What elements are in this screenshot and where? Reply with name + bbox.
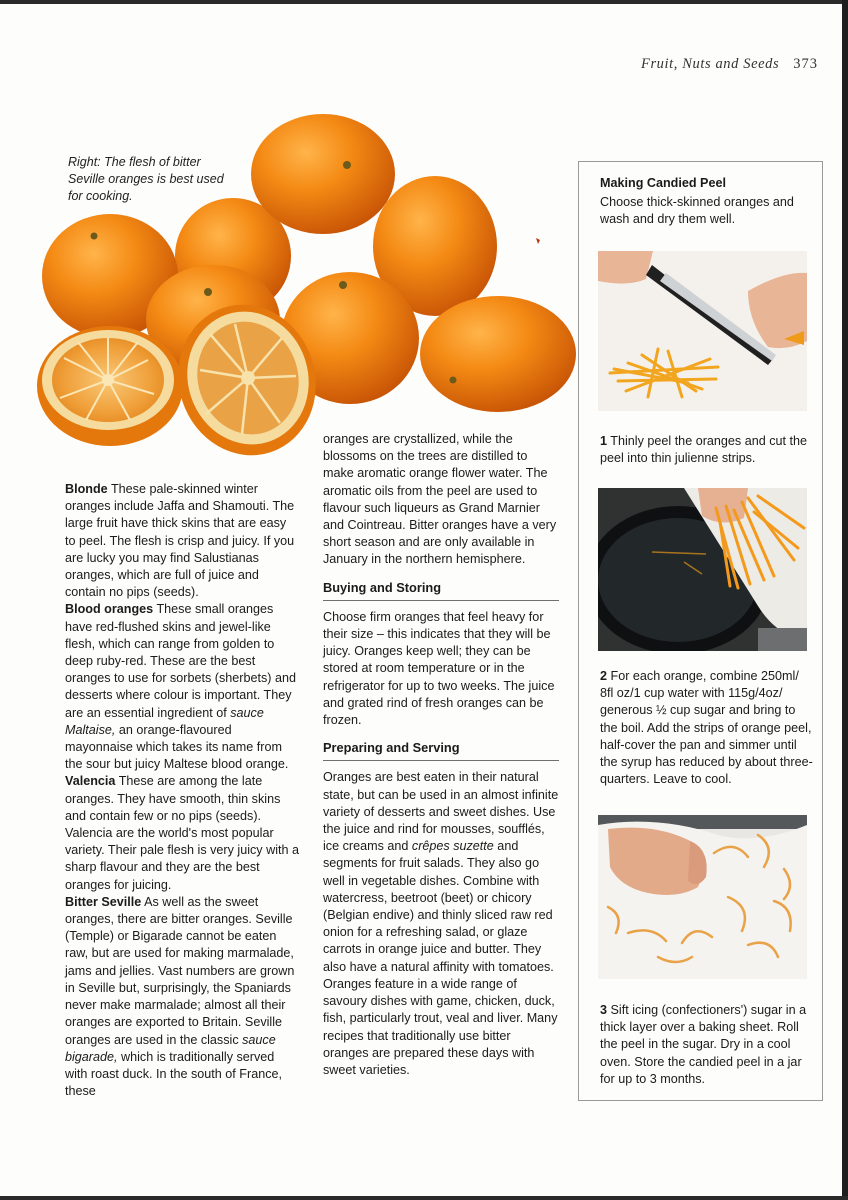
italic-sauce-maltaise: sauce Maltaise, — [65, 705, 264, 737]
text-blood-2: an orange-flavoured mayonnaise which takes its name from the sour but juicy Maltese blood orange. — [65, 722, 289, 772]
text-seville-1: As well as the sweet oranges, there are bitter oranges. Seville (Temple) or Bigarade cannot be eaten raw, but are used for making marmalade, jams and jellies. Vast numbers are grown in Seville but, surprisingly, the Spaniards never make marmalade; almost all their oranges are exported to Britain. Seville oranges are used in the classic — [65, 894, 295, 1047]
candied-peel-box — [578, 161, 823, 1101]
text-preparing-1: Oranges are best eaten in their natural state, but can be used in an almost infinite variety of desserts and sweet dishes. Use the juice and rind for mousses, soufflés, ice creams and — [323, 770, 559, 854]
small-stem-fleck — [536, 238, 540, 244]
photo-rolling-in-sugar — [598, 815, 807, 979]
paragraph-continuation: oranges are crystallized, while the blossoms on the trees are distilled to make aromatic orange flower water. The aromatic oils from the peel are used to flavour such liqueurs as Grand Marnier and Cointreau. Bitter oranges have a very short season and are only available in January in the northern hemisphere. — [323, 432, 557, 567]
step-1 — [600, 433, 814, 467]
text-blonde: These pale-skinned winter oranges include Jaffa and Shamouti. The large fruit have thick skins that are easy to peel. The flesh is crisp and juicy. If you are lucky you may find Salustianas oranges, which are full of juice and contain no pips (seeds). — [65, 482, 295, 600]
paragraph-blonde — [65, 481, 299, 601]
step-1-number: 1 — [600, 434, 608, 448]
italic-sauce-bigarade: sauce bigarade, — [65, 1032, 276, 1064]
orange-stem — [91, 233, 98, 240]
scan-edge-right — [842, 0, 848, 1200]
running-head — [641, 56, 818, 73]
step-3-number: 3 — [600, 1003, 608, 1017]
orange-stem — [450, 377, 457, 384]
step-2-number: 2 — [600, 669, 608, 683]
term-blonde: Blonde — [65, 482, 108, 496]
heading-buying-and-storing: Buying and Storing — [323, 579, 559, 601]
candied-peel-intro: Choose thick-skinned oranges and wash and dry them well. — [600, 195, 794, 227]
candied-peel-title: Making Candied Peel — [600, 176, 726, 190]
orange-half-left — [37, 326, 183, 446]
column-middle — [323, 431, 559, 1079]
italic-crepes-suzette: crêpes suzette — [411, 839, 494, 854]
paragraph-buying: Choose firm oranges that feel heavy for their size – this indicates that they will be juicy. Oranges keep well; they can be stored at room temperature or in the refrigerator for up to two weeks. The juice and grated rind of fresh oranges can be frozen. — [323, 609, 555, 728]
orange-stem — [339, 281, 347, 289]
orange-stem — [343, 161, 351, 169]
step-3 — [600, 1002, 814, 1088]
orange-fruit — [420, 296, 576, 412]
term-valencia: Valencia — [65, 774, 116, 789]
page-number: 373 — [793, 56, 818, 72]
term-blood-oranges: Blood oranges — [65, 602, 154, 617]
text-valencia: These are among the late oranges. They have smooth, thin skins and contain few or no pips (seeds). Valencia are the world's most popular variety. Their pale flesh is very juicy with a sharp flavour and they are the best oranges for juicing. — [65, 774, 300, 892]
step-2 — [600, 668, 814, 788]
paragraph-blood-oranges — [65, 601, 299, 773]
photo-cutting-peel — [598, 251, 807, 411]
photo-caption: Right: The flesh of bitter Seville oranges is best used for cooking. — [68, 155, 224, 203]
orange-stem — [204, 288, 212, 296]
orange-fruit — [251, 114, 395, 234]
text-seville-2: which is traditionally served with roast duck. In the south of France, these — [65, 1049, 283, 1099]
paragraph-valencia — [65, 773, 299, 893]
scan-edge-bottom — [0, 1196, 848, 1200]
heading-preparing-and-serving: Preparing and Serving — [323, 739, 559, 761]
term-bitter-seville: Bitter Seville — [65, 894, 142, 909]
column-left — [65, 481, 299, 1100]
paragraph-preparing — [323, 769, 559, 1079]
photo-pan-with-peel — [598, 488, 807, 651]
text-blood-1: These small oranges have red-flushed skins and jewel-like flesh, which can range from golden to deep ruby-red. These are the best oranges to use for sorbets (sherbets) and desserts where colour is important. They are an essential ingredient of — [65, 602, 297, 720]
paragraph-bitter-seville — [65, 894, 299, 1100]
step-1-text: Thinly peel the oranges and cut the peel into thin julienne strips. — [600, 434, 808, 466]
text-preparing-2: and segments for fruit salads. They also go well in vegetable dishes. Combine with watercress, beetroot (beet) or chicory (Belgian endive) and thinly sliced raw red onion for a refreshing salad, or glaze carrots in orange juice and butter. They also have a natural affinity with tomatoes. Oranges feature in a wide range of savoury dishes with game, chicken, duck, fish, particularly trout, veal and liver. Many recipes that traditionally use bitter oranges are prepared these days with sweet varieties. — [323, 839, 558, 1077]
running-head-section: Fruit, Nuts and Seeds — [640, 56, 780, 72]
scan-edge-top — [0, 0, 848, 4]
step-2-text: For each orange, combine 250ml/ 8fl oz/1 cup water with 115g/4oz/ generous ½ cup sugar and bring to the boil. Add the strips of orange peel, half-cover the pan and simmer until the syrup has reduced by about three-quarters. Leave to cool. — [600, 669, 813, 787]
step-3-text: Sift icing (confectioners') sugar in a thick layer over a baking sheet. Roll the peel in the sugar. Dry in a cool oven. Store the candied peel in a jar for up to 3 months. — [600, 1003, 807, 1086]
